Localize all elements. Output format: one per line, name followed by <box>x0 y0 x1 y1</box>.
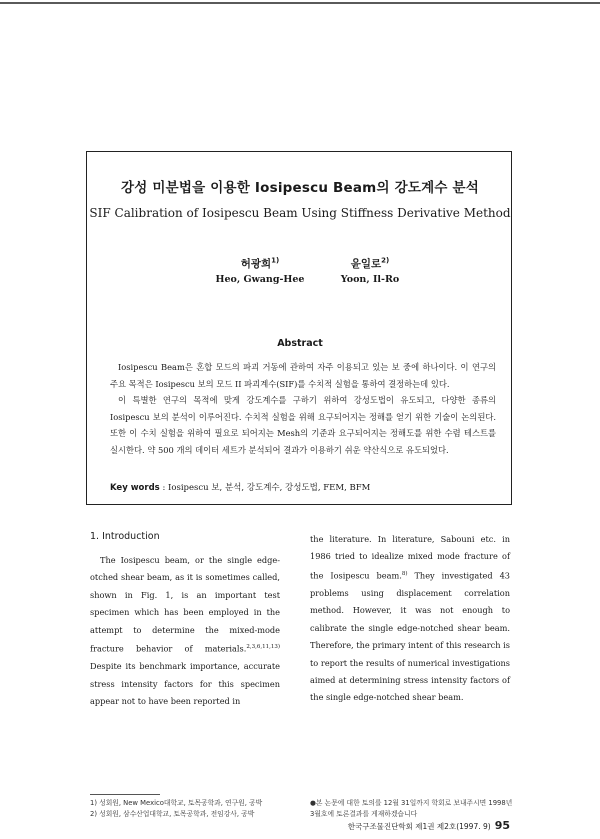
abstract-heading: Abstract <box>277 338 323 349</box>
keywords-text: : Iosipescu 보, 분석, 강도계수, 강성도법, FEM, BFM <box>162 483 371 493</box>
author-1-affiliation-marker: 1) <box>271 256 280 265</box>
author-2-affiliation-marker: 2) <box>381 256 390 265</box>
journal-citation: 한국구조물진단학회 제1권 제2호(1997. 9) <box>347 822 491 831</box>
left-column-text <box>90 552 280 710</box>
author-1 <box>200 256 320 285</box>
citation-marker: 2,3,6,11,13) <box>246 644 280 651</box>
section-heading-introduction: 1. Introduction <box>90 531 160 542</box>
abstract-body <box>110 359 496 459</box>
citation-marker: 8) <box>401 570 408 577</box>
footnote-discussion: ●본 논문에 대한 토의를 12월 31일까지 학회로 보내주시면 1998년 3월호에 토론결과를 게재하겠습니다 <box>310 799 513 818</box>
author-1-name-korean: 허광희$^{1)}$ <box>240 256 280 270</box>
footnote-rule <box>90 794 160 795</box>
top-border-line <box>0 2 600 4</box>
page-footer <box>340 819 510 832</box>
author-1-name-english: Heo, Gwang-Hee <box>215 274 305 285</box>
footnote-1: 1) 성회원, New Mexico대학교, 토목공학과, 연구원, 공박 <box>90 799 263 807</box>
footnote-2: 2) 성회원, 삼수산업대학교, 토목공학과, 전임강사, 공박 <box>90 809 255 818</box>
author-2-name-korean: 윤일로$^{2)}$ <box>350 256 390 270</box>
author-2-name-english: Yoon, Il-Ro <box>340 274 400 285</box>
keywords-label: Key words <box>110 483 160 493</box>
right-column-text <box>310 531 510 707</box>
footnotes-left <box>90 798 300 819</box>
paper-title-korean: 강성 미분법을 이용한 Iosipescu Beam의 강도계수 분석 <box>121 180 479 196</box>
page-number: 95 <box>494 819 510 832</box>
paper-title-english: SIF Calibration of Iosipescu Beam Using Stiffness Derivative Method <box>89 206 511 220</box>
abstract-paragraph-1: Iosipescu Beam은 혼합 모드의 파괴 거동에 관하여 자주 이용되고 있는 보 중에 하나이다. 이 연구의 주요 목적은 Iosipescu 보의 모드 II 파괴계수(SIF)를 수치적 실험을 통하여 결정하는데 있다. <box>110 362 496 389</box>
author-2 <box>310 256 430 285</box>
introduction-paragraph-1: The Iosipescu beam, or the single edge-otched shear beam, as it is sometimes called, shown in Fig. 1, is an important test specimen which has been employed in the attempt to determine the mixed-mode fracture behavior of materials.$^{2,3,6,11,13)}$ Despite its benchmark importance, accurate stress intensity factors for this specimen appear not to have been reported in <box>90 555 280 706</box>
introduction-paragraph-2: the literature. In literature, Sabouni etc. in 1986 tried to idealize mixed mode fracture of the Iosipescu beam.$^{8)}$ They investigated 43 problems using displacement correlation method. However, it was not enough to calibrate the single edge-notched shear beam. Therefore, the primary intent of this research is to report the results of numerical investigations aimed at determining stress intensity factors of the single edge-notched shear beam. <box>310 534 510 703</box>
abstract-paragraph-2: 이 특별한 연구의 목적에 맞게 강도계수를 구하기 위하여 강성도법이 유도되고, 다양한 종류의 Iosipescu 보의 분석이 이루어진다. 수치적 실험을 위해 요구되어지는 정해를 얻기 위한 기술이 논의된다. 또한 이 수치 실험을 위하여 필요로 되어지는 Mesh의 기준과 요구되어지는 정해도를 위한 수렴 테스트를 실시한다. 약 500 개의 데이터 세트가 분석되어 결과가 이용하기 쉬운 약산식으로 유도되었다. <box>110 395 496 455</box>
keywords-line <box>110 481 370 493</box>
